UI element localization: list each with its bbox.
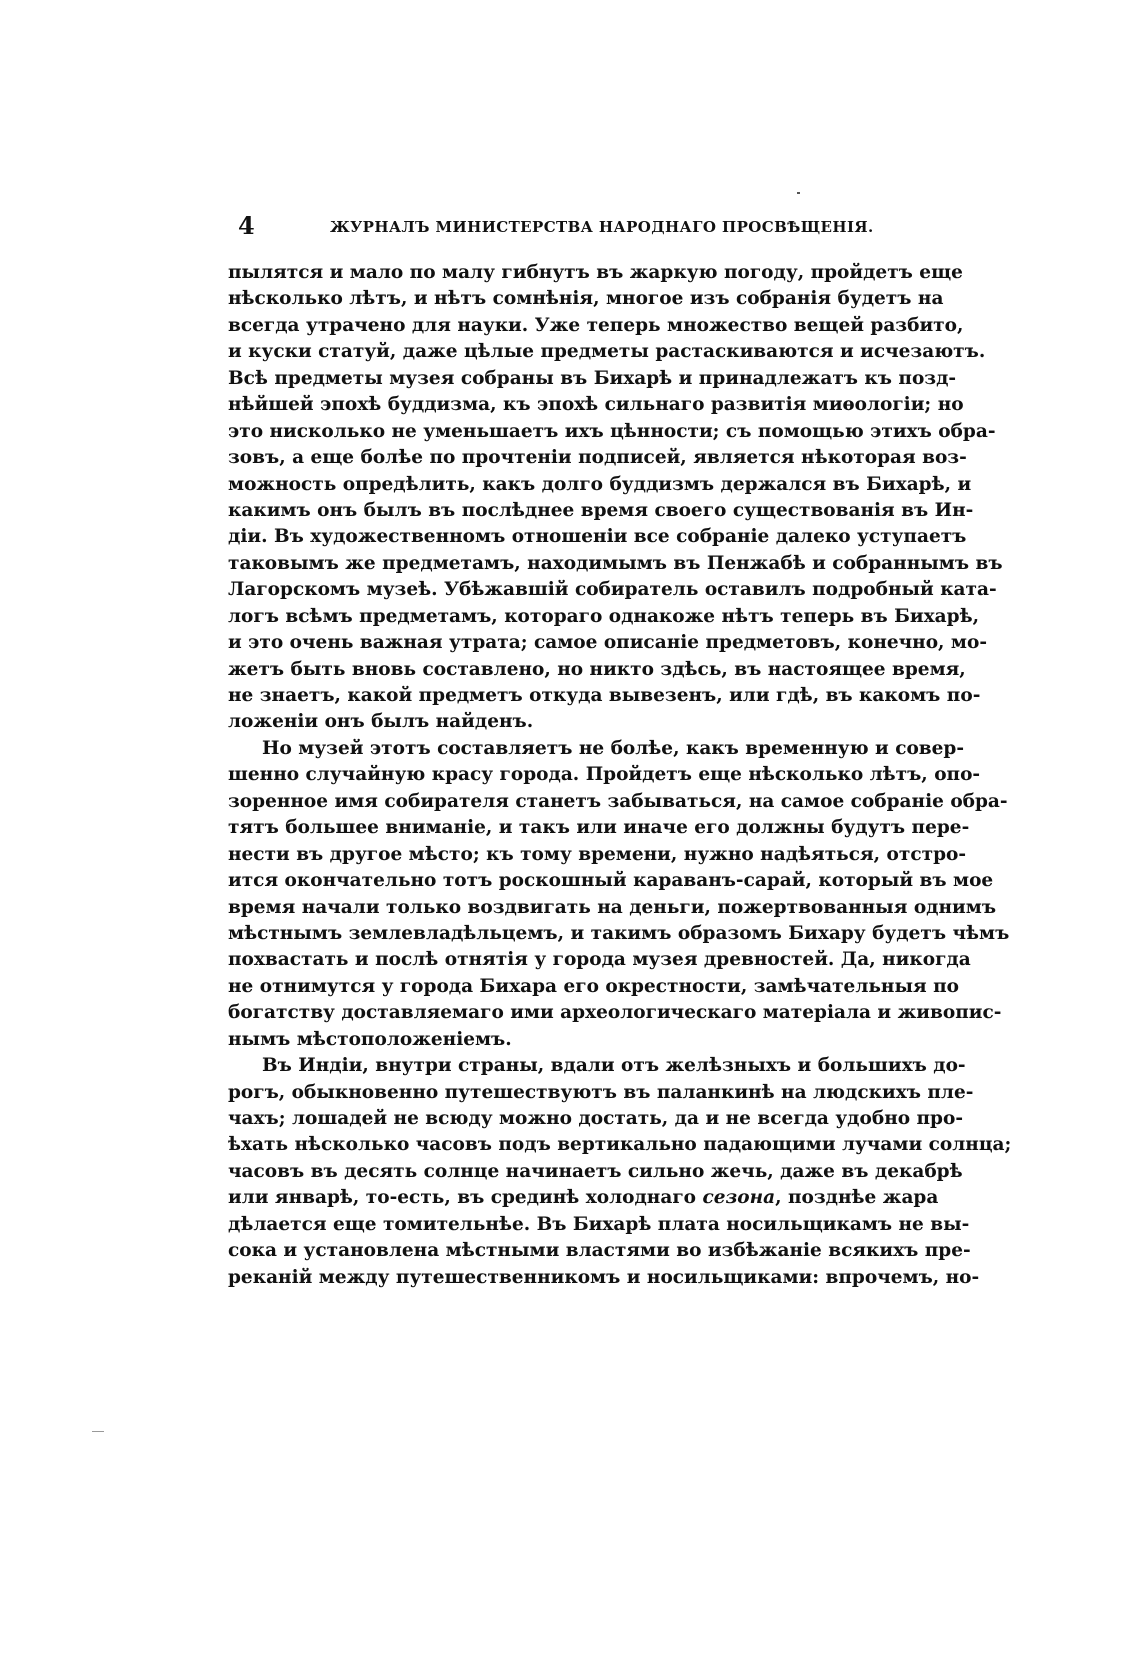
text-line: зоренное имя собирателя станетъ забываться, на самое собраніе обра- [228,790,1008,812]
text-line: Лагорскомъ музеѣ. Убѣжавшій собиратель оставилъ подробный ката- [228,579,997,601]
text-line: нести въ другое мѣсто; къ тому времени, нужно надѣяться, отстро- [228,843,967,865]
running-head [238,211,874,244]
body-text [228,260,1012,1291]
text-line: шенно случайную красу города. Пройдетъ еще нѣсколько лѣтъ, опо- [228,764,981,786]
text-line: сока и установлена мѣстными властями во избѣжаніе всякихъ пре- [228,1240,971,1262]
text-line: Всѣ предметы музея собраны въ Бихарѣ и принадлежатъ къ позд- [228,367,957,389]
text-line: ится окончательно тотъ роскошный караванъ-сарай, который въ мое [228,870,994,892]
text-line: логъ всѣмъ предметамъ, котораго однакоже нѣтъ теперь въ Бихарѣ, [228,605,980,627]
text-line: часовъ въ десять солнце начинаетъ сильно жечь, даже въ декабрѣ [228,1160,963,1182]
text-line: таковымъ же предметамъ, находимымъ въ Пенжабѣ и собраннымъ въ [228,552,1003,574]
text-line: ѣхать нѣсколько часовъ подъ вертикально падающими лучами солнца; [228,1134,1012,1156]
text-line: дѣлается еще томительнѣе. Въ Бихарѣ плата носильщикамъ не вы- [228,1213,970,1235]
text-line: ложеніи онъ былъ найденъ. [228,711,534,733]
print-speck [797,192,800,194]
text-line: реканій между путешественникомъ и носильщиками: впрочемъ, но- [228,1266,980,1288]
text-line: какимъ онъ былъ въ послѣднее время своего существованія въ Ин- [228,499,974,521]
text-line: богатству доставляемаго ими археологическаго матеріала и живопис- [228,1002,1002,1024]
text-line: тятъ большее вниманіе, и такъ или иначе его должны будутъ пере- [228,817,970,839]
text-line: жетъ быть вновь составлено, но никто здѣсь, въ настоящее время, [228,658,966,680]
text-line: всегда утрачено для науки. Уже теперь множество вещей разбито, [228,314,964,336]
text-line: Въ Индіи, внутри страны, вдали отъ желѣзныхъ и большихъ до- [262,1055,966,1077]
text-line: чахъ; лошадей не всюду можно достать, да и не всегда удобно про- [228,1108,964,1129]
text-line: и это очень важная утрата; самое описаніе предметовъ, конечно, мо- [228,632,988,654]
text-line: зовъ, а еще болѣе по прочтеніи подписей, является нѣкоторая воз- [228,447,967,469]
text-line-with-italic [228,1185,939,1211]
text-line: нѣсколько лѣтъ, и нѣтъ сомнѣнія, многое изъ собранія будетъ на [228,288,944,310]
text-line: пылятся и мало по малу гибнутъ въ жаркую погоду, пройдетъ еще [228,262,963,283]
margin-mark [92,1431,104,1432]
text-line: нѣйшей эпохѣ буддизма, къ эпохѣ сильнаго развитія миѳологіи; но [228,394,964,416]
text-line: рогъ, обыкновенно путешествуютъ въ паланкинѣ на людскихъ пле- [228,1081,974,1103]
text-line: мѣстнымъ землевладѣльцемъ, и такимъ образомъ Бихару будетъ чѣмъ [228,922,1010,944]
text-run: , позднѣе жара [775,1187,939,1209]
text-line: можность опредѣлить, какъ долго буддизмъ держался въ Бихарѣ, и [228,473,972,495]
text-line: не знаетъ, какой предметъ откуда вывезенъ, или гдѣ, въ какомъ по- [228,685,981,706]
text-run: или январѣ, то-есть, въ срединѣ холоднаго [228,1187,703,1209]
journal-title: ЖУРНАЛЪ МИНИСТЕРСТВА НАРОДНАГО ПРОСВѢЩЕНІЯ. [330,218,874,236]
text-line: діи. Въ художественномъ отношеніи все собраніе далеко уступаетъ [228,526,967,548]
text-line: нымъ мѣстоположеніемъ. [228,1028,512,1050]
page-number: 4 [238,211,255,240]
text-line: и куски статуй, даже цѣлые предметы растаскиваются и исчезаютъ. [228,341,986,363]
italic-word: сезона [702,1187,776,1209]
text-line: не отнимутся у города Бихара его окрестности, замѣчательныя по [228,975,960,997]
text-line: похвастать и послѣ отнятія у города музея древностей. Да, никогда [228,949,971,971]
text-line: это нисколько не уменьшаетъ ихъ цѣнности; съ помощью этихъ обра- [228,420,996,442]
text-line: время начали только воздвигать на деньги, пожертвованныя однимъ [228,896,997,918]
text-line: Но музей этотъ составляетъ не болѣе, какъ временную и совер- [262,737,965,759]
